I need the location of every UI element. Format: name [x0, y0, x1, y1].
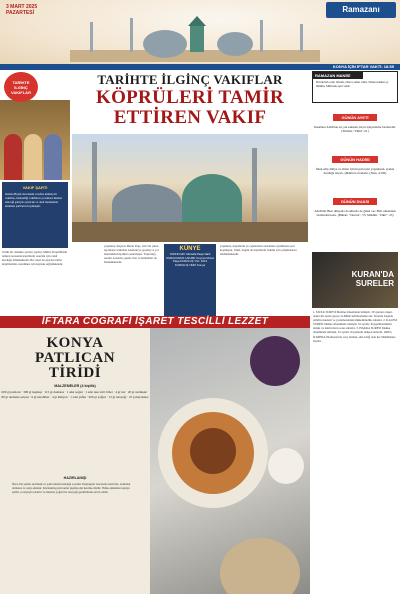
preparation-label: HAZIRLANIŞI: [63, 476, 87, 480]
ramazan-logo: Ramazanı: [326, 2, 396, 18]
masthead-date: [6, 4, 37, 16]
ramazan-mani-text: Davulcum çalar davulu, Oruca sahur vakti, Sahura kalkın ey mümin, Mübarek ayın vakti.: [316, 80, 389, 88]
weekday-text: PAZARTESİ: [6, 10, 34, 16]
recipe-section: [0, 328, 310, 594]
hadith-label: GÜNÜN HADİSİ: [332, 156, 377, 163]
ramazan-mani-box: [312, 71, 398, 103]
vakif-sarti-text: Osman Beyin öncesinde vasıfsız kalmış bir vakıftan, üstlendiği vakıfların çocuklara hizmet edeceği şartıyla oyuncak ve okul malzemesi alınması şartlarını koymuştur.: [5, 192, 62, 208]
headline-title: KÖPRÜLERİ TAMİR: [95, 87, 284, 108]
headline-title: ETTİREN VAKIF: [113, 107, 267, 128]
left-column: [0, 70, 70, 316]
mosque-skyline-icon: [70, 16, 320, 62]
article-column-3: yapımına, köprülerin ve çeşmelerin onarımına ayrılmasını şart koşmuştur. Vakıf, bugün de köprülerin bakımı için çalışmalarını sürdürmektedir.: [220, 244, 297, 256]
kunye-box: [164, 244, 216, 316]
date-text: 3 MART 2025: [6, 4, 38, 10]
materials-label: MALZEMELER (4 kişilik): [54, 384, 96, 388]
kuran-sureler-photo: [312, 252, 398, 308]
preparation-text: Önce biz yerine sarımsak ve patlıcanların kabuğu soyulur. Kuşbaşılar tencerede kavrulur, ardından domates ve salça eklenir. Közlenmiş patlıcanlar pişmiş etin üzerine dizilir. Yufka ekmekler tepsiye serilir, et suyuyla ıslatılır ve üzerine yoğurt ile tereyağı gezdirilerek servis edilir.: [12, 482, 131, 495]
hadith-of-day: [312, 148, 398, 175]
mosque-photo: [72, 134, 308, 242]
kuran-title-line: KURAN'DA: [351, 270, 394, 279]
hadith-text: İman edip dünya ve ahiret için hayırlı işler yapanların, ayakta durduğu hayatı, şükürleri ortadadır. (Nisa, 4/100): [315, 167, 395, 176]
kunye-text: YAKFIN ADI: Mustafa Paşa Vakfı KURUCUNUN LAKABI: Kuyucu Murat Paşa KURULUŞ YILI: 1613 KURULUŞ YERİ: Konya: [166, 252, 214, 267]
vakif-sarti-box: [2, 182, 68, 248]
badge-line: İLGİNÇ: [14, 85, 28, 90]
verse-label: GÜNÜN AYETİ: [333, 114, 376, 121]
children-photo: [0, 100, 70, 180]
kuran-title: [352, 270, 394, 288]
recipe-name-line: KONYA: [46, 335, 104, 351]
article-headline: [72, 70, 308, 134]
dua-of-day: [312, 190, 398, 217]
recipe-name-line: TİRİDİ: [48, 365, 102, 381]
masthead-banner: [0, 0, 400, 64]
dua-text: Allah'ım! Bize dünyada da ahirette de güzel ver. Bizi cehennem azabından koru. (Buhari, "Deavat", 55; Müslim, "Zikir", 23): [314, 209, 396, 218]
ramazan-mani-title: RAMAZAN MANİSİ: [313, 72, 363, 79]
recipe-name-line: PATLICAN: [34, 350, 116, 366]
headline-kicker: TARİHTE İLGİNÇ VAKIFLAR: [97, 72, 283, 87]
right-column: [310, 70, 400, 594]
left-body-text: Tarihi bir olmakla ayrılan yapılar, Mimar Köprülü'nün tamirat sırasında köprülerin onarımı için vakıf kurduğu bilinmektedir. Bu vakıf, Konya'nın tarihi köprülerinin onarılması için kaynak sağlamaktadır.: [2, 250, 68, 266]
kuran-title-line: SURELER: [355, 279, 394, 288]
badge-line: TARİHTE: [12, 80, 30, 85]
verse-text: İnsanlara Allah'tan en çok sakınan, hayır işleyenlerle beraberdir. (Tirmizi, "Zühd", 61): [314, 125, 396, 134]
verse-of-day: [312, 106, 398, 133]
kunye-title: KÜNYE: [179, 246, 201, 252]
badge-line: VAKIFLAR: [11, 90, 31, 95]
right-body-text: 1. MÜLK SURESİ Medine döneminde inmiştir. 30 ayetten oluşur. Adını ilk ayette geçen 'el-Mülk' kelimesinden alır. Surenin başında Allah'ın kudreti ve yaratmasındaki mükemmellik anlatılır. 2. KALEM SURESİ Mekke döneminde inmiştir. 52 ayettir. Peygamberimizin ahlakı ve inkârcıların sonu anlatılır. 3. HAKKA SURESİ Mekke döneminde inmiştir. 52 ayettir. Kıyametin dehşeti anlatılır. ORUÇ İLMİHALİ Ramazan'da oruç tutmak, akıl-baliğ olan her Müslümana farzdır.: [313, 310, 397, 343]
materials-list: 600 gr patlıcan · 300 gr kuşbaşı · 115 gr domates · 1 adet soğan · 1 adet taze sivri biber · 4 gr tuz · 20 gr sarımsak · 80 gr domates salçası · 6 gr karabiber · 4 gr kimyon · 1 adet yufka · 200 gr yoğurt · 15 gr tereyağı · 25 g maydanoz: [1, 390, 149, 399]
series-badge: [4, 72, 38, 102]
article-column-2: yaparmış. Kuyucu Murat Paşa, 1611'de çıkan isyanların ardından Anadolu'ya geçmiş ve yol üzerindeki köprüleri onartmıştır. Yaptırdığı eserler arasında çeşme, han ve hamamlar da bulunmaktadır.: [104, 244, 159, 264]
vakif-sarti-title: VAKIF ŞARTI: [22, 185, 48, 190]
recipe-band: İFTARA COĞRAFİ İŞARET TESCİLLİ LEZZET: [0, 316, 310, 328]
recipe-name: [0, 336, 150, 381]
iftar-time-text: KONYA İÇİN İFTAR VAKTİ: 18:55: [332, 64, 394, 69]
food-photo: [150, 328, 310, 594]
dua-label: GÜNÜN DUASI: [333, 198, 377, 205]
